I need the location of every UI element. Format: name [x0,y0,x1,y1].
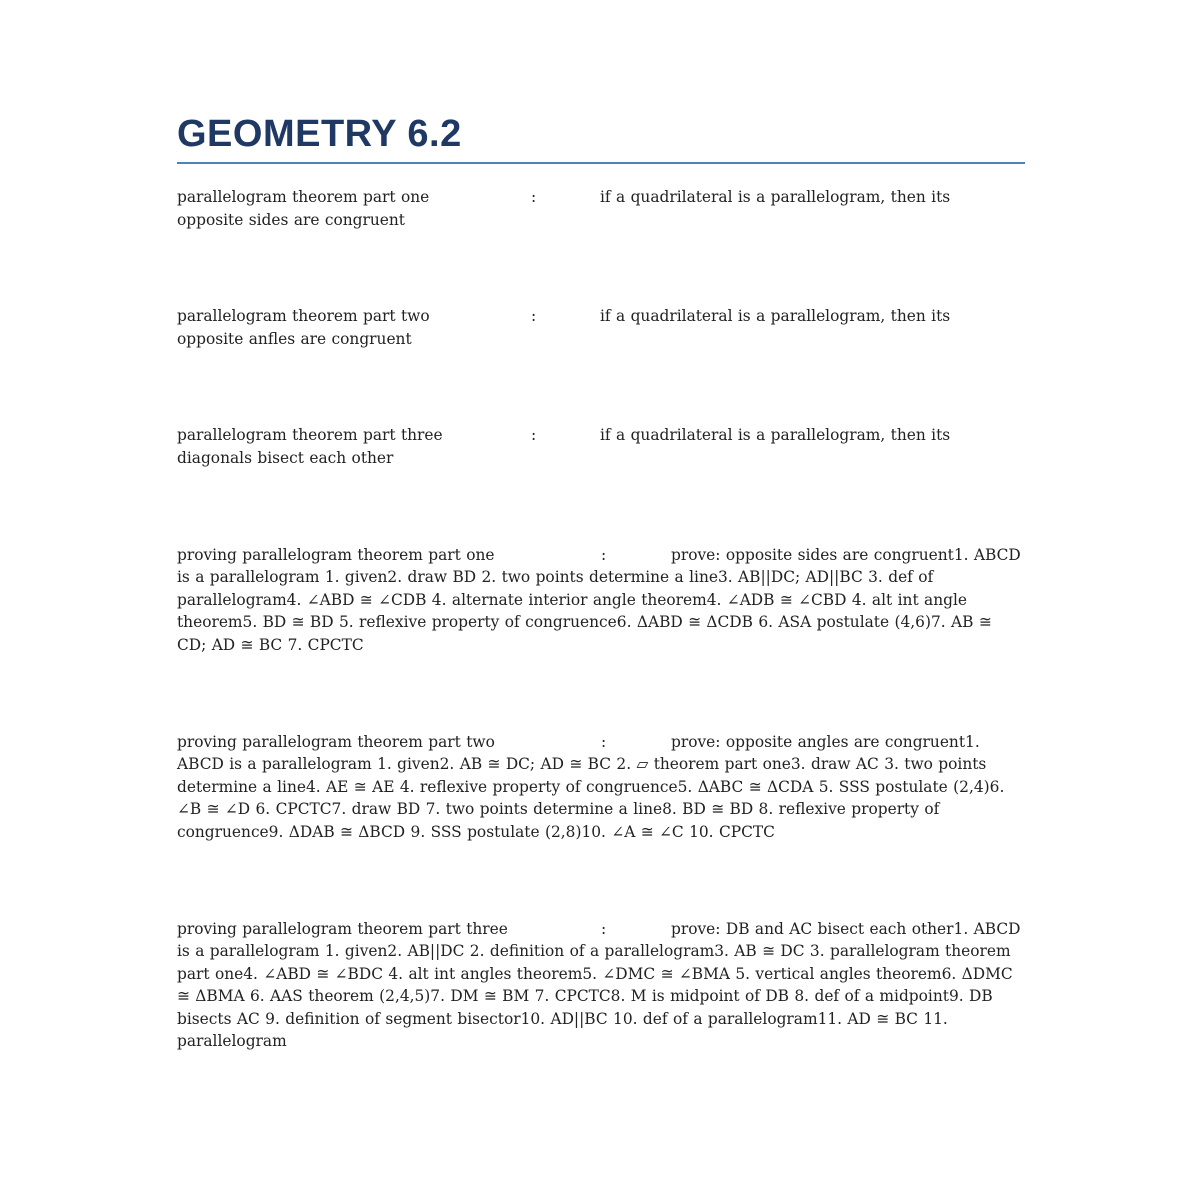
document-page [177,112,1025,1053]
entry-parallelogram-theorem-part-one [177,186,1025,231]
entry-term: proving parallelogram theorem part one [177,545,495,564]
entry-definition: if a quadrilateral is a parallelogram, then its [600,188,951,206]
entry-definition: prove: opposite sides are congruent1. [671,545,969,564]
entry-definition: prove: opposite angles are [671,732,880,751]
entry-definition-continued: opposite anfles are congruent [177,329,412,348]
entry-separator: : [531,307,537,326]
entry-term: parallelogram theorem part two [177,307,430,326]
entry-parallelogram-theorem-part-three [177,424,1025,469]
entry-definition-continued: opposite sides are congruent [177,210,405,229]
entry-term: parallelogram theorem part one [177,188,430,206]
entry-proof-steps: ABCD is a parallelogram 1. given2. draw BD 2. two points determine a line3. AB||DC; AD||BC 3. def of parallelogram4. ∠ABD ≅ ∠CDB 4. alternate interior angle theorem4. ∠ADB ≅ ∠CBD 4. alt int angle theorem5. BD ≅ BD 5. reflexive property of congruence6. ΔABD ≅ ΔCDB 6. ASA postulate (4,6)7. AB ≅ CD; AD ≅ BC 7. CPCTC [177,545,1021,654]
entry-separator: : [601,732,607,751]
entry-proving-theorem-part-one [177,544,1025,657]
entry-separator: : [601,919,607,938]
entry-term: proving parallelogram theorem part two [177,732,495,751]
entry-definition-continued: diagonals bisect each other [177,448,394,467]
entry-proof-steps: ABCD is a parallelogram 1. given2. AB||DC 2. definition of a parallelogram3. AB ≅ DC 3. parallelogram theorem part one4. ∠ABD ≅ ∠BDC 4. alt int angles theorem5. ∠DMC ≅ ∠BMA 5. vertical angles theorem6. ΔDMC ≅ ΔBMA 6. AAS theorem (2,4,5)7. DM ≅ BM 7. CPCTC8. M is midpoint of DB 8. def of a midpoint9. DB bisects AC 9. definition of segment bisector10. AD||BC 10. def of a parallelogram11. AD ≅ BC 11. parallelogram [177,919,1021,1051]
entry-parallelogram-theorem-part-two [177,305,1025,350]
entry-separator: : [531,188,537,206]
entry-proving-theorem-part-two [177,731,1025,844]
entry-proving-theorem-part-three [177,918,1025,1054]
entry-definition: if a quadrilateral is a parallelogram, then its [600,307,951,326]
entry-separator: : [531,426,537,445]
entry-definition: if a quadrilateral is a parallelogram, then its [600,426,951,445]
entry-proof-steps: congruent1. ABCD is a parallelogram 1. given2. AB ≅ DC; AD ≅ BC 2. ▱ theorem part one3. draw AC 3. two points determine a line4. AE ≅ AE 4. reflexive property of congruence5. ΔABC ≅ ΔCDA 5. SSS postulate (2,4)6. ∠B ≅ ∠D 6. CPCTC7. draw BD 7. two points determine a line8. BD ≅ BD 8. reflexive property of congruence9. ΔDAB ≅ ΔBCD 9. SSS postulate (2,8)10. ∠A ≅ ∠C 10. CPCTC [177,732,1005,841]
page-title: GEOMETRY 6.2 [177,113,462,155]
entry-term: parallelogram theorem part three [177,426,443,445]
entry-term: proving parallelogram theorem part three [177,919,508,938]
entry-separator: : [601,545,607,564]
entry-definition: prove: DB and AC bisect each other1. [671,919,969,938]
title-underline [177,162,1025,164]
